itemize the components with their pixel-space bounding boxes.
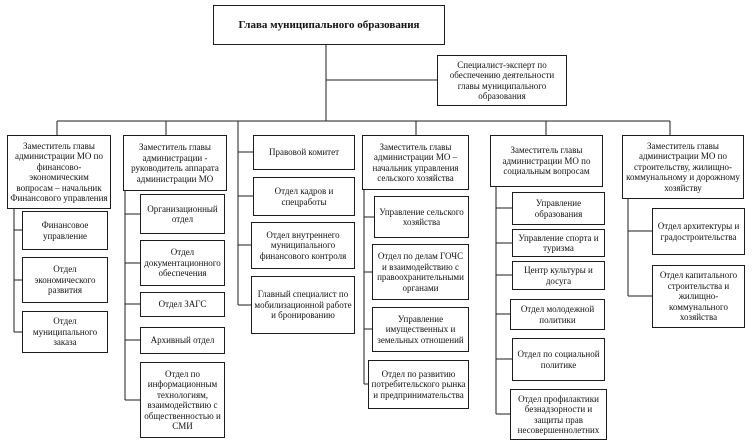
org-node-deputy-chief-of-staff: Заместитель главы администрации - руководитель аппарата администрации МО — [123, 135, 227, 191]
org-node-archive-department: Архивный отдел — [140, 327, 225, 354]
org-node-youth-policy-department: Отдел молодежной политики — [510, 299, 605, 330]
org-node-property-land-department: Управление имущественных и земельных отношений — [372, 307, 469, 352]
org-node-consumer-market-department: Отдел по развитию потребительского рынка и предпринимательства — [368, 360, 469, 409]
org-node-hr-department: Отдел кадров и спецработы — [253, 177, 355, 216]
org-node-gochs-department: Отдел по делам ГОЧС и взаимодействию с правоохранительными органами — [372, 244, 469, 300]
org-node-deputy-agriculture: Заместитель главы администрации МО – начальник управления сельского хозяйства — [362, 135, 469, 190]
org-node-it-media-department: Отдел по информационным технологиям, взаимодействию с общественностью и СМИ — [140, 362, 225, 438]
org-node-economic-development-department: Отдел экономического развития — [22, 257, 108, 303]
org-node-organizational-department: Организационный отдел — [140, 194, 225, 234]
org-node-juvenile-protection-department: Отдел профилактики безнадзорности и защиты прав несовершеннолетних — [510, 389, 607, 440]
org-node-architecture-department: Отдел архитектуры и градостроительства — [652, 208, 745, 255]
org-node-deputy-construction: Заместитель главы администрации МО по строительству, жилищно-коммунальному и дорожному хозяйству — [622, 135, 744, 199]
org-node-finance-department: Финансовое управление — [22, 211, 108, 250]
org-node-zags-department: Отдел ЗАГС — [140, 292, 225, 317]
org-node-capital-construction-department: Отдел капитального строительства и жилищно-коммунального хозяйства — [652, 265, 745, 328]
org-node-deputy-social: Заместитель главы администрации МО по социальным вопросам — [490, 135, 603, 187]
org-node-education-department: Управление образования — [512, 192, 605, 225]
org-node-legal-committee: Правовой комитет — [253, 135, 355, 170]
org-node-internal-financial-control-department: Отдел внутреннего муниципального финансового контроля — [251, 222, 355, 269]
org-node-documentation-department: Отдел документационного обеспечения — [140, 240, 225, 286]
org-node-culture-center: Центр культуры и досуга — [512, 261, 605, 290]
org-node-root: Глава муниципального образования — [213, 5, 445, 45]
org-node-sport-tourism-department: Управление спорта и туризма — [512, 229, 605, 257]
org-node-municipal-order-department: Отдел муниципального заказа — [22, 311, 108, 353]
org-node-social-policy-department: Отдел по социальной политике — [512, 338, 605, 381]
org-node-deputy-finance: Заместитель главы администрации МО по финансово-экономическим вопросам – начальник Финансового управления — [7, 135, 111, 209]
org-node-agriculture-department: Управление сельского хозяйства — [374, 196, 469, 238]
org-node-advisor: Специалист-эксперт по обеспечению деятельности главы муниципального образования — [437, 55, 567, 106]
org-node-mobilization-specialist: Главный специалист по мобилизационной работе и бронированию — [251, 276, 355, 334]
